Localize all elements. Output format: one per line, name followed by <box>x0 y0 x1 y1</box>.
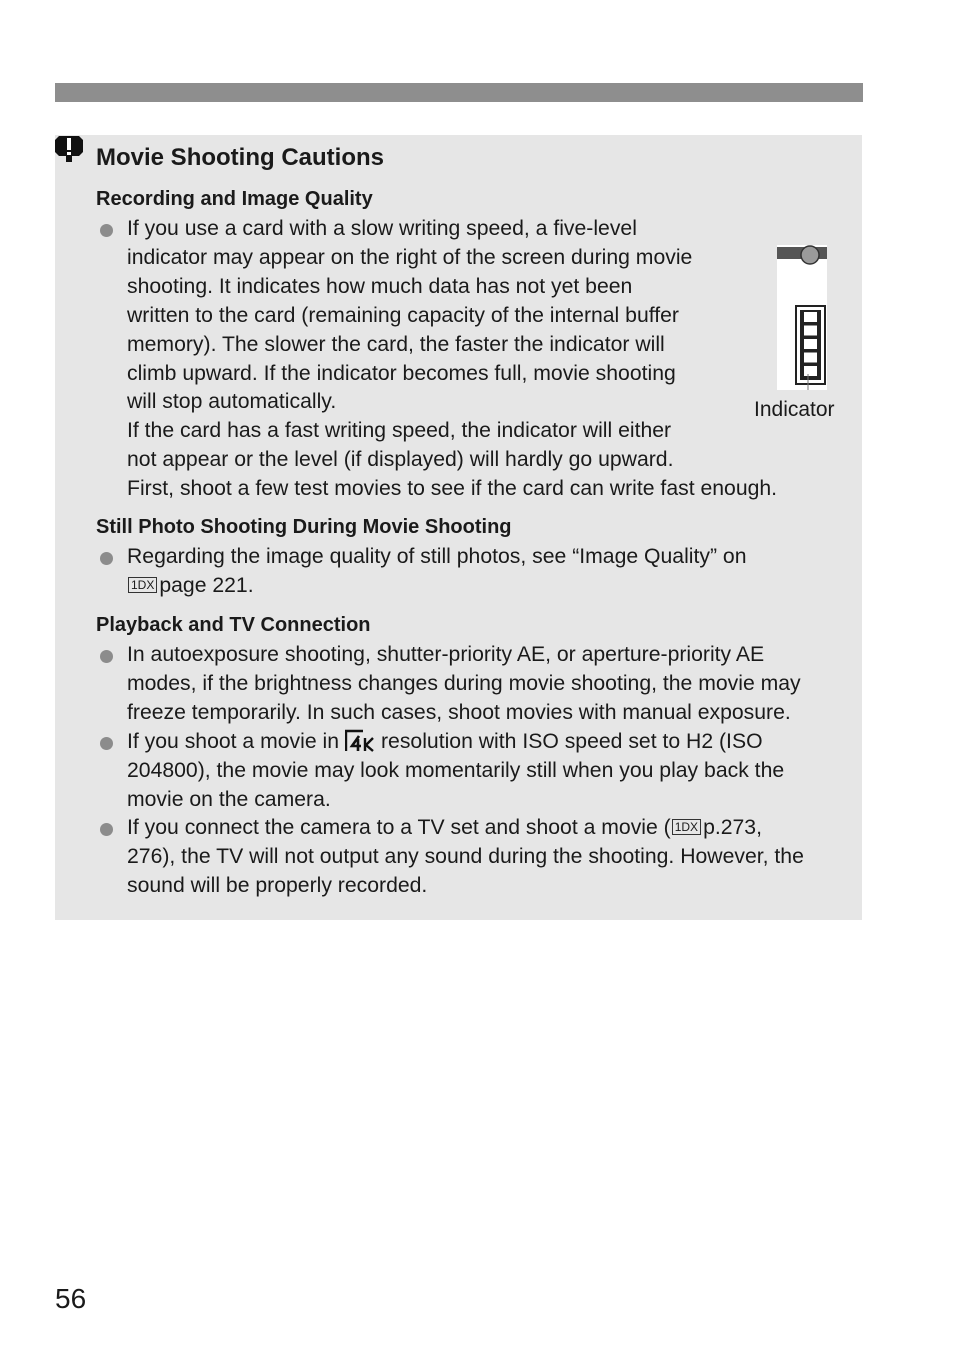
bullet-dot <box>100 224 113 237</box>
bullet-dot <box>100 650 113 663</box>
paragraph-autoexposure: In autoexposure shooting, shutter-priority AE, or aperture-priority AE modes, if the brightness changes during movie shooting, the movie may freeze temporarily. In such cases, shoot movies with manual exposure. <box>127 643 801 724</box>
section-title: Movie Shooting Cautions <box>96 144 384 171</box>
indicator-level-cell <box>804 339 817 349</box>
subheading-recording-quality: Recording and Image Quality <box>96 188 373 210</box>
header-rule <box>55 83 863 102</box>
subheading-playback-tv: Playback and TV Connection <box>96 614 371 636</box>
paragraph-slow-card: If you use a card with a slow writing speed, a five-level indicator may appear on the right of the screen during movie shooting. It indicates how much data has not yet been written to the card (remaining capacity of the internal buffer memory). The slower the card, the faster the indicator will climb upward. If the indicator becomes full, movie shooting will stop automatically. If the card has a fast writing speed, the indicator will either not appear or the level (if displayed) will hardly go upward. First, shoot a few test movies to see if the card can write fast enough. <box>127 217 778 501</box>
indicator-level-cell <box>804 366 817 376</box>
paragraph-tv-sound: If you connect the camera to a TV set and shoot a movie ( 1DX p.273, 276), the TV will not output any sound during the shooting. However, the sound will be properly recorded. <box>127 816 804 897</box>
indicator-level-cell <box>804 353 817 363</box>
bullet-dot <box>100 737 113 750</box>
page-number: 56 <box>55 1283 87 1314</box>
manual-reference-icon: 1DX <box>672 819 701 835</box>
paragraph-still-photo-quality: Regarding the image quality of still photos, see “Image Quality” on 1DX page 221. <box>127 545 747 597</box>
indicator-level-cell <box>804 326 817 336</box>
manual-reference-icon: 1DX <box>128 577 157 593</box>
buffer-indicator-icon <box>777 245 827 390</box>
bullet-dot <box>100 823 113 836</box>
bullet-dot <box>100 552 113 565</box>
4k-resolution-icon <box>345 728 375 752</box>
indicator-label: Indicator <box>754 398 835 421</box>
subheading-still-photo: Still Photo Shooting During Movie Shooting <box>96 516 512 538</box>
caution-exclamation-icon <box>54 134 84 164</box>
indicator-level-cell <box>804 312 817 322</box>
paragraph-4k-iso: If you shoot a movie in resolution with ISO speed set to H2 (ISO 204800), the movie may look momentarily still when you play back the movie on the camera. <box>127 730 785 811</box>
